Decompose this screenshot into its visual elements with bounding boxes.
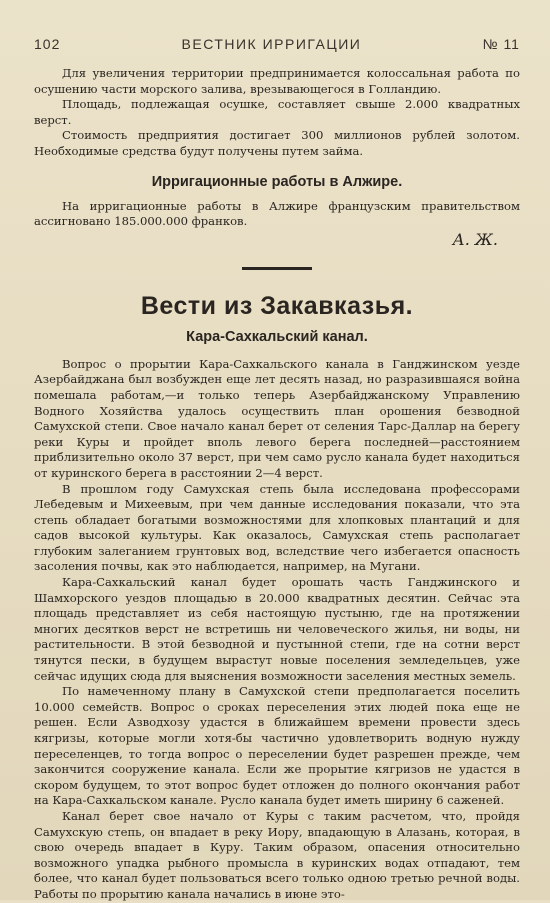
- body-paragraph: Вопрос о прорытии Кара-Сахкальского канала в Ганджинском уезде Азербайджана был возбужден еще лет десять назад, но разразившаяся война помешала работам,—и только теперь Азербайджанскому Управлению Водного Хозяйства удалось осуществить план орошения безводной Самухской степи. Свое начало канал берет от селения Тарс-Даллар на берегу реки Куры и пройдет вполь левого берега последней—расстоянием приблизительно около 37 верст, при чем само русло канала будет находиться от куринского берега в расстоянии 2—4 верст.: [34, 356, 520, 480]
- body-paragraph: Кара-Сахкальский канал будет орошать часть Ганджинского и Шамхорского уездов площадью в 20.000 квадратных десятин. Сейчас эта площадь представляет из себя настоящую пустыню, где на протяжении многих десятков верст не встретишь ни человеческого жилья, ни воды, ни растительности. В этой безводной и пустынной степи, где на сотни верст тянутся пески, в будущем вырастут новые поселения земледельцев, уже сейчас идущих сюда для выяснения возможности заселения местных земель.: [34, 575, 520, 683]
- algeria-text: На ирригационные работы в Алжире французским правительством ассигновано 185.000.000 франков.: [34, 198, 520, 229]
- page-number: 102: [34, 36, 61, 52]
- signature-row: [34, 230, 520, 249]
- article-subtitle: Кара-Сахкальский канал.: [186, 328, 368, 345]
- intro-paragraph: Площадь, подлежащая осушке, составляет свыше 2.000 квадратных верст.: [34, 97, 520, 127]
- body-paragraph: По намеченному плану в Самухской степи предполагается поселить 10.000 семейств. Вопрос о сроках переселения этих людей пока еще не решен. Если Азводхозу удастся в ближайшем времени провести здесь кягризы, которые могли хотя-бы частично удовлетворить водную нужду переселенцев, то тогда вопрос о переселении будет разрешен прежде, чем закончится сооружение канала. Если же прорытие кягризов не удастся в скором будущем, то этот вопрос будет отложен до полного окончания работ на Кара-Сахкальском канале. Русло канала будет иметь ширину 6 саженей.: [34, 684, 520, 808]
- section-divider: [242, 267, 312, 270]
- intro-paragraph: Стоимость предприятия достигает 300 миллионов рублей золотом. Необходимые средства будут получены путем займа.: [34, 128, 520, 158]
- body-paragraph: В прошлом году Самухская степь была исследована профессорами Лебедевым и Михеевым, при чем данные исследования показали, что эта степь обладает богатыми возможностями для хлопковых плантаций и для садов высокой культуры. Как оказалось, Самухская степь располагает глубоким залеганием грунтовых вод, вследствие чего избегается опасность засоления почвы, как это наблюдается, например, на Мугани.: [34, 481, 520, 574]
- journal-title: ВЕСТНИК ИРРИГАЦИИ: [181, 36, 362, 52]
- issue-number: № 11: [482, 36, 520, 52]
- author-signature: А. Ж.: [452, 229, 498, 249]
- intro-paragraph: Для увеличения территории предпринимается колоссальная работа по осушению части морского залива, врезывающегося в Голландию.: [34, 66, 520, 96]
- algeria-heading: Ирригационные работы в Алжире.: [151, 173, 403, 190]
- running-header: [34, 36, 520, 52]
- section-title: Вести из Закавказья.: [140, 291, 414, 320]
- body-paragraph: Канал берет свое начало от Куры с таким расчетом, что, пройдя Самухскую степь, он впадает в реку Иору, впадающую в Алазань, которая, в свою очередь впадает в Куру. Таким образом, опасения относительно возможного упадка рыбного промысла в куринских водах отпадают, тем более, что канал будет пользоваться всего только одною третью речной воды. Работы по прорытию канала начались в июне это-: [34, 808, 520, 901]
